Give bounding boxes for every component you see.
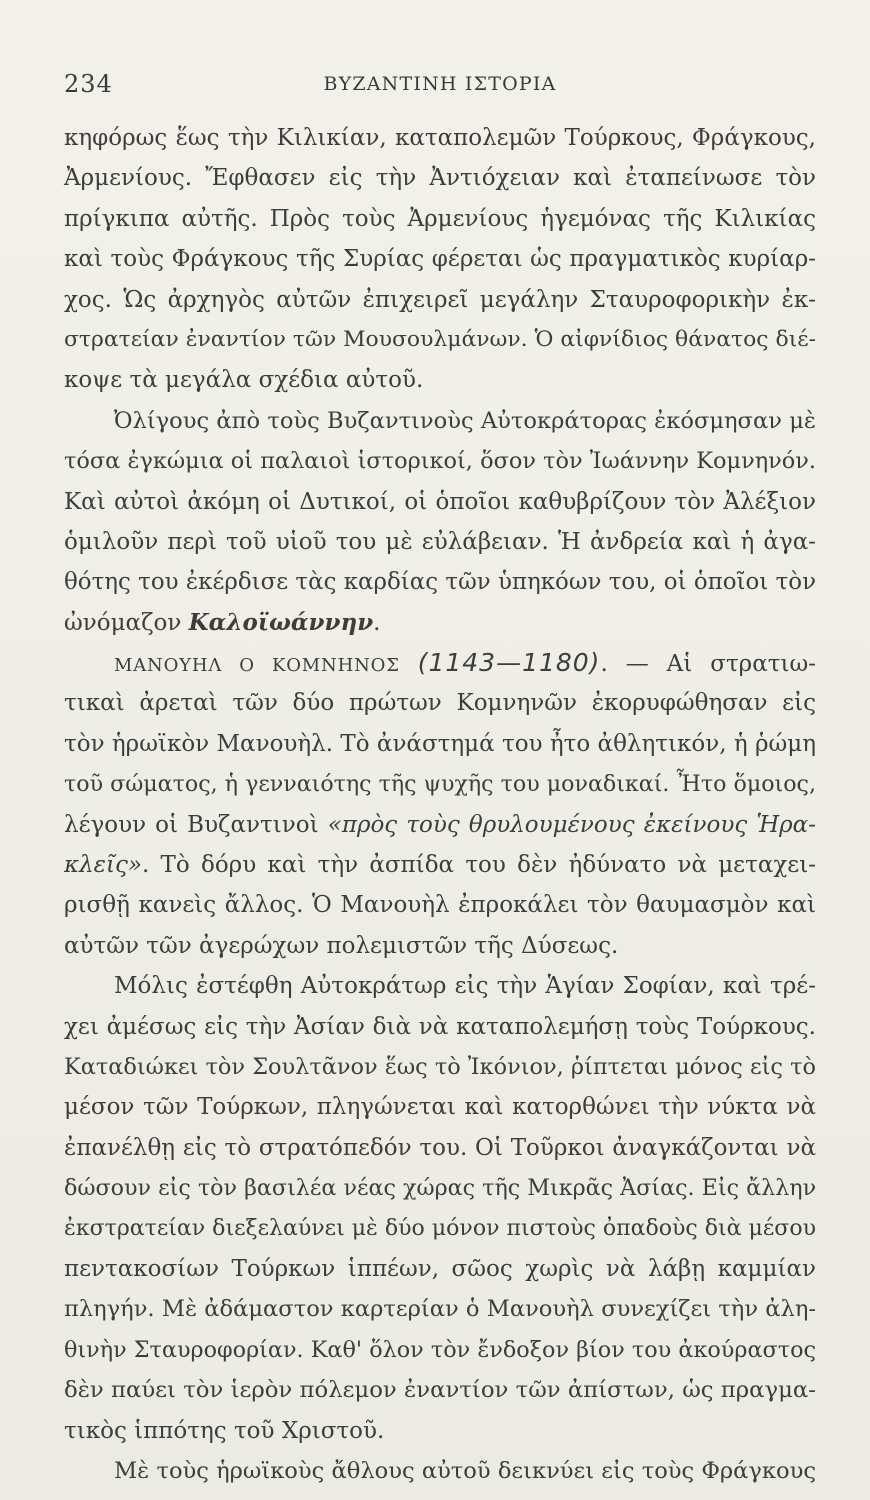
text-line <box>64 845 816 885</box>
text-line <box>64 1168 816 1208</box>
text-italic: κλεῖς» <box>64 852 142 879</box>
text-line <box>64 926 816 966</box>
text-run: ὠνόμαζον <box>64 609 189 636</box>
text-line <box>64 320 816 360</box>
text-run: πεντακοσίων Τούρκων ἱππέων, σῶος χωρὶς νὰ λάβῃ καμμίαν <box>64 1255 816 1282</box>
text-line <box>64 441 816 481</box>
text-line <box>64 1209 816 1249</box>
text-run: τόσα ἐγκώμια οἱ παλαιοὶ ἱστορικοί, ὅσον τὸν Ἰωάννην Κομνηνόν. <box>64 448 816 475</box>
text-date: (1143—1180) <box>417 648 601 678</box>
text-run <box>400 651 418 677</box>
text-line <box>64 1249 816 1289</box>
text-line <box>64 1128 816 1168</box>
text-run: στρατείαν ἐναντίον τῶν Μουσουλμάνων. Ὁ αἰφνίδιος θάνατος διέ- <box>64 326 816 352</box>
text-run: λέγουν οἱ Βυζαντινοὶ <box>64 811 328 838</box>
body-text <box>64 118 816 1491</box>
text-line <box>64 482 816 522</box>
text-run: μέσον τῶν Τούρκων, πληγώνεται καὶ κατορθώνει τὴν νύκτα νὰ <box>64 1094 816 1121</box>
text-run: δώσουν εἰς τὸν βασιλέα νέας χώρας τῆς Μικρᾶς Ἀσίας. Εἰς ἄλλην <box>64 1175 817 1202</box>
text-line <box>64 805 816 845</box>
text-run: δὲν παύει τὸν ἱερὸν πόλεμον ἐναντίον τῶν ἀπίστων, ὡς πραγμα- <box>64 1377 816 1404</box>
text-run: . — Αἱ στρατιω- <box>600 651 817 678</box>
text-line <box>64 562 816 602</box>
text-italic: «πρὸς τοὺς θρυλουμένους ἐκείνους Ἡρα- <box>327 811 816 838</box>
text-line <box>64 199 816 239</box>
text-line <box>64 683 816 723</box>
text-line <box>64 966 816 1006</box>
text-line <box>64 522 816 562</box>
text-line <box>64 1451 816 1491</box>
text-run: θότης του ἐκέρδισε τὰς καρδίας τῶν ὑπηκόων του, οἱ ὁποῖοι τὸν <box>64 569 816 596</box>
text-line <box>64 1087 816 1127</box>
text-run: πληγήν. Μὲ ἀδάμαστον καρτερίαν ὁ Μανουὴλ συνεχίζει τὴν ἀλη- <box>64 1296 816 1323</box>
text-run: πρίγκιπα αὐτῆς. Πρὸς τοὺς Ἀρμενίους ἡγεμόνας τῆς Κιλικίας <box>64 205 816 232</box>
text-run: ἐκστρατείαν διεξελαύνει μὲ δύο μόνον πιστοὺς ὀπαδοὺς διὰ μέσου <box>64 1215 816 1241</box>
text-run: Μόλις ἐστέφθη Αὐτοκράτωρ εἰς τὴν Ἁγίαν Σοφίαν, καὶ τρέ- <box>114 973 816 1000</box>
text-line <box>64 885 816 925</box>
text-line <box>64 401 816 441</box>
text-run: . Τὸ δόρυ καὶ τὴν ἀσπίδα του δὲν ἠδύνατο νὰ μεταχει- <box>141 852 816 879</box>
text-line <box>64 1370 816 1410</box>
text-line <box>64 1411 816 1451</box>
text-run: τικὸς ἱππότης τοῦ Χριστοῦ. <box>64 1417 385 1444</box>
text-run: Μὲ τοὺς ἡρωϊκοὺς ἄθλους αὐτοῦ δεικνύει εἰς τοὺς Φράγκους <box>114 1457 816 1484</box>
text-run: χος. Ὡς ἀρχηγὸς αὐτῶν ἐπιχειρεῖ μεγάλην Σταυροφορικὴν ἐκ- <box>64 286 816 313</box>
text-run: Καταδιώκει τὸν Σουλτᾶνον ἕως τὸ Ἰκόνιον, ῥίπτεται μόνος εἰς τὸ <box>64 1053 816 1080</box>
text-run: θινὴν Σταυροφορίαν. Καθ' ὅλον τὸν ἔνδοξον βίον του ἀκούραστος <box>64 1336 816 1363</box>
text-line <box>64 280 816 320</box>
page-header <box>64 70 816 110</box>
text-line <box>64 1330 816 1370</box>
text-bold-italic: Καλοϊωάννην <box>188 608 374 636</box>
text-run: Ἀρμενίους. Ἔφθασεν εἰς τὴν Ἀντιόχειαν καὶ ἐταπείνωσε τὸν <box>64 165 816 192</box>
text-run: Ὀλίγους ἀπὸ τοὺς Βυζαντινοὺς Αὐτοκράτορας ἐκόσμησαν μὲ <box>114 407 816 434</box>
text-run: τὸν ἡρωϊκὸν Μανουὴλ. Τὸ ἀνάστημά του ἦτο ἀθλητικόν, ἡ ῥώμη <box>64 730 816 757</box>
text-line <box>64 1007 816 1047</box>
text-line <box>64 603 816 643</box>
text-line <box>64 118 816 158</box>
text-run: ρισθῇ κανεὶς ἄλλος. Ὁ Μανουὴλ ἐπροκάλει τὸν θαυμασμὸν καὶ <box>64 892 816 919</box>
text-run: κηφόρως ἕως τὴν Κιλικίαν, καταπολεμῶν Τούρκους, Φράγκους, <box>64 125 816 151</box>
text-line <box>64 643 816 683</box>
page-number: 234 <box>64 70 113 98</box>
text-run: . <box>373 609 381 636</box>
text-line <box>64 1289 816 1329</box>
text-line <box>64 158 816 198</box>
text-run: ὁμιλοῦν περὶ τοῦ υἱοῦ του μὲ εὐλάβειαν. Ἡ ἀνδρεία καὶ ἡ ἀγα- <box>64 528 816 555</box>
text-line <box>64 724 816 764</box>
text-line <box>64 360 816 400</box>
text-run: καὶ τοὺς Φράγκους τῆς Συρίας φέρεται ὡς πραγματικὸς κυρίαρ- <box>64 246 816 273</box>
text-run: τικαὶ ἀρεταὶ τῶν δύο πρώτων Κομνηνῶν ἐκορυφώθησαν εἰς <box>64 690 816 717</box>
text-run: Καὶ αὐτοὶ ἀκόμη οἱ Δυτικοί, οἱ ὁποῖοι καθυβρίζουν τὸν Ἀλέξιον <box>64 488 816 515</box>
text-run: χει ἀμέσως εἰς τὴν Ἀσίαν διὰ νὰ καταπολεμήσῃ τοὺς Τούρκους. <box>64 1013 816 1040</box>
text-line <box>64 764 816 804</box>
text-run: κοψε τὰ μεγάλα σχέδια αὐτοῦ. <box>64 367 424 394</box>
text-line <box>64 1047 816 1087</box>
text-run: αὐτῶν τῶν ἀγερώχων πολεμιστῶν τῆς Δύσεως. <box>64 932 619 959</box>
text-run: ἐπανέλθῃ εἰς τὸ στρατόπεδόν του. Οἱ Τοῦρκοι ἀναγκάζονται νὰ <box>64 1134 816 1161</box>
running-head: ΒΥΖΑΝΤΙΝΗ ΙΣΤΟΡΙΑ <box>323 73 557 95</box>
text-sc: ΜΑΝΟΥΗΛ Ο ΚΟΜΝΗΝΟΣ <box>114 655 400 677</box>
text-line <box>64 239 816 279</box>
text-run: τοῦ σώματος, ἡ γενναιότης τῆς ψυχῆς του μοναδικαί. Ἦτο ὅμοιος, <box>64 771 816 798</box>
